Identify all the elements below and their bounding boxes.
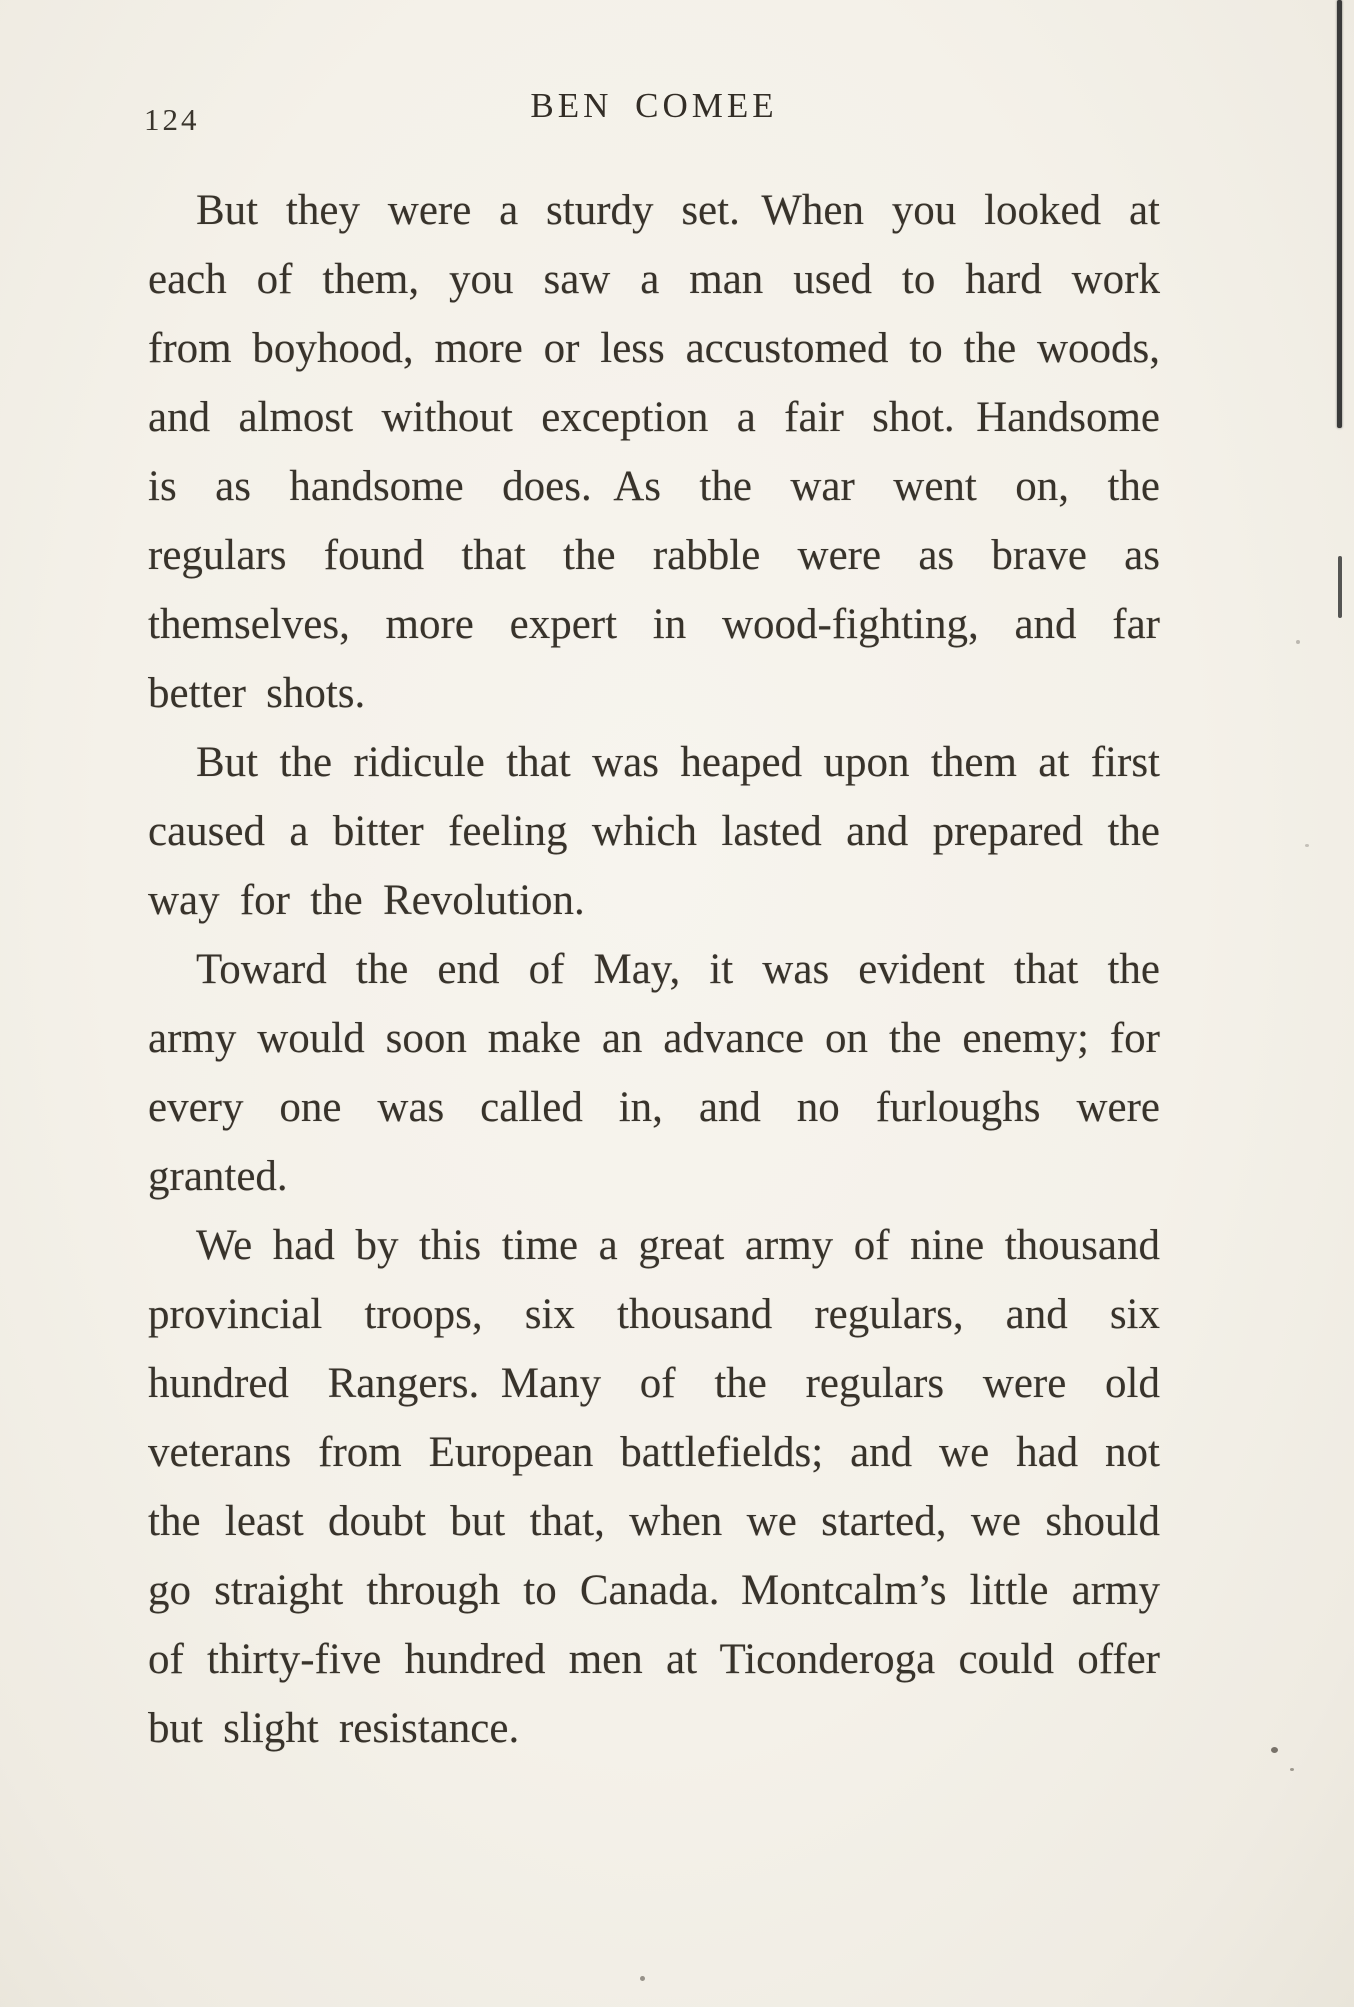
scan-artifact-line [1337,0,1342,428]
running-header: BEN COMEE [530,86,778,125]
paragraph: We had by this time a great army of nine thousand provincial troops, six thousand regulars, and six hundred Rangers. Many of the regulars were old veterans from European battlefields; and we had not the least doubt but that, when we started, we should go straight through to Canada. Montcalm’s little army of thirty-five hundred men at Ticonderoga could offer but slight resistance. [148,1222,1160,1752]
scan-speck [1290,1768,1294,1771]
page-number: 124 [144,102,200,137]
page-header-row [144,86,1160,150]
scan-speck [1296,640,1300,644]
page-body [148,176,1160,1763]
paragraph: But they were a sturdy set. When you looked at each of them, you saw a man used to hard work from boyhood, more or less accustomed to the woods, and almost without exception a fair shot. Handsome is as handsome does. As the war went on, the regulars found that the rabble were as brave as themselves, more expert in wood-fighting, and far better shots. [148,187,1160,717]
paragraph: But the ridicule that was heaped upon them at first caused a bitter feeling which lasted and prepared the way for the Revolution. [148,739,1160,924]
scan-artifact-line [1338,556,1342,618]
page-content [144,86,1160,1763]
paragraph: Toward the end of May, it was evident that the army would soon make an advance on the enemy; for every one was called in, and no furloughs were granted. [148,946,1160,1200]
scan-speck [1271,1747,1278,1753]
scan-speck [640,1976,645,1981]
scan-speck [1305,844,1309,847]
